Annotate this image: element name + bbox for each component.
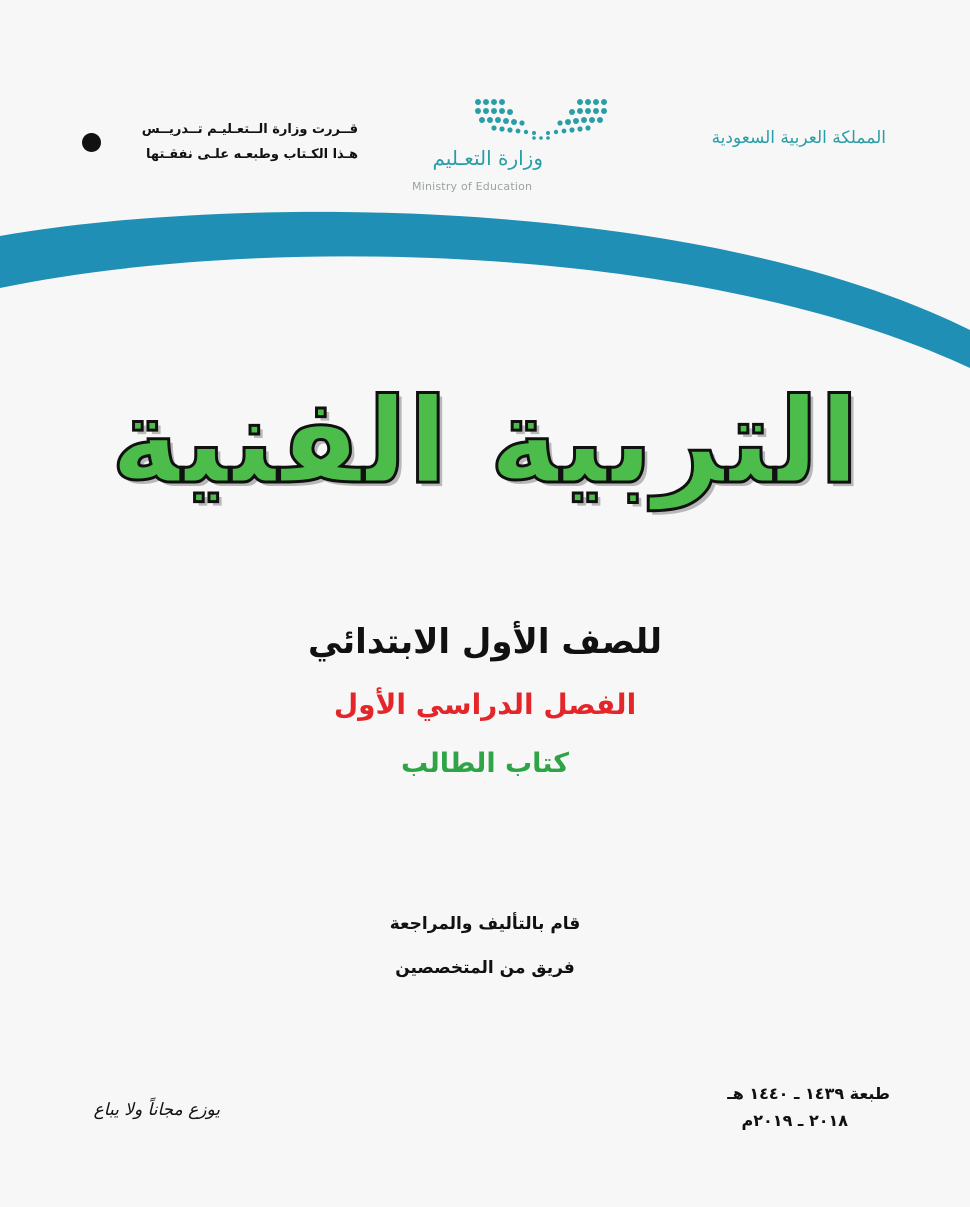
ministry-name-english: Ministry of Education bbox=[412, 180, 533, 193]
credits-line-1: قام بالتأليف والمراجعة bbox=[389, 914, 581, 934]
free-distribution-note: يوزع مجاناً ولا يباع bbox=[93, 1100, 220, 1120]
grade-level: للصف الأول الابتدائي bbox=[308, 622, 662, 662]
approval-line-1: قــررت وزارة الــتعـليـم تــدريــس bbox=[141, 122, 358, 137]
semester: الفصل الدراسي الأول bbox=[333, 688, 637, 721]
edition-gregorian: ٢٠١٨ ـ ٢٠١٩م bbox=[741, 1111, 848, 1130]
ministry-name-arabic: وزارة التعـليم bbox=[432, 146, 543, 170]
book-type: كتاب الطالب bbox=[401, 748, 569, 779]
ministry-logo bbox=[408, 92, 608, 202]
credits-line-2: فريق من المتخصصين bbox=[395, 958, 575, 978]
edition-hijri: طبعة ١٤٣٩ ـ ١٤٤٠ هـ bbox=[727, 1084, 890, 1103]
kingdom-name: المملكة العربية السعودية bbox=[711, 128, 886, 148]
book-title: التربية الفنية bbox=[110, 372, 860, 510]
ministry-approval-note bbox=[118, 122, 358, 162]
approval-line-2: هـذا الكـتاب وطبعـه علـى نفقـتها bbox=[145, 147, 358, 162]
edition-info bbox=[690, 1084, 890, 1130]
ministry-logo-dots-icon bbox=[474, 96, 608, 142]
decorative-arc bbox=[0, 200, 970, 380]
bullet-dot-icon bbox=[82, 133, 101, 152]
